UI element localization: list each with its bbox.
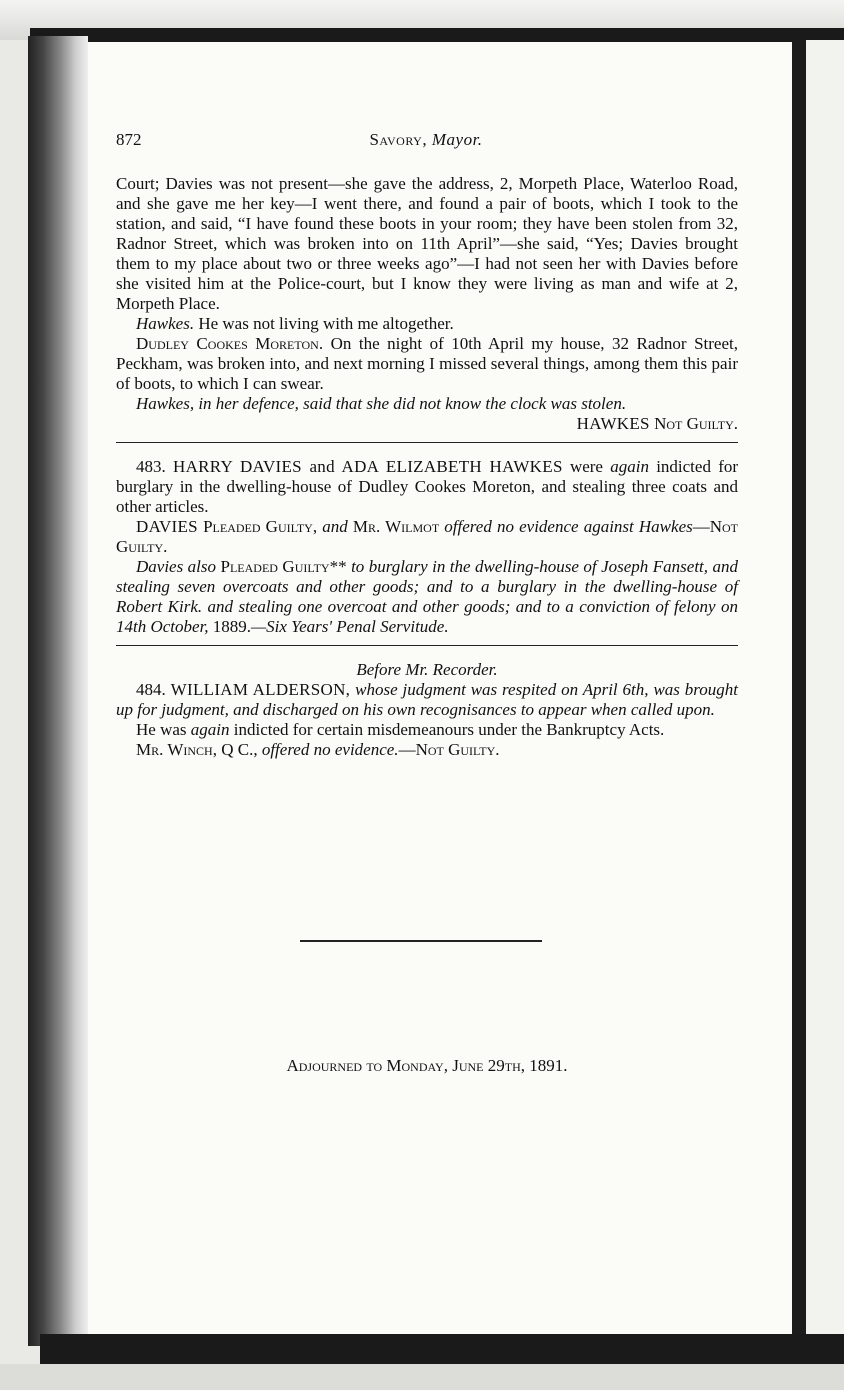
binding-gutter (28, 36, 88, 1346)
end-rule (300, 940, 542, 942)
binding-right-edge (792, 40, 806, 1340)
case-text: to burglary in the dwelling-house of Joseph Fansett, and stealing seven overcoats and other goods; and to a burglary in the dwelling-house of Robert Kirk. and stealing one overcoat and other goods; and to a conviction of felony on 14th October, (116, 557, 739, 636)
defendant-name: HAWKES (576, 414, 650, 433)
dash: — (692, 517, 710, 536)
paragraph-testimony: Court; Davies was not present—she gave the address, 2, Morpeth Place, Waterloo Road, and she gave me her key—I went there, and found a pair of boots, which I took to the station, and said, “I have found these boots in your room; they have been stolen from 32, Radnor Street, which was broken into on 11th April”—she said, “Yes; Davies brought them to my place about two or three weeks ago”—I had not seen her with Davies before she visited him at the Police-court, but I know they were living as man and wife at 2, Morpeth Place. (116, 174, 738, 313)
dash: — (398, 740, 416, 759)
section-divider (116, 645, 738, 646)
case-text: indicted for burglary in the dwelling-house of Dudley Cookes Moreton, and stealing three coats and other articles. (116, 457, 739, 516)
counsel-title: Q C., (216, 740, 262, 759)
statement-text: On the night of 10th April my house, 32 Radnor Street, Peckham, was broken into, and next morning I missed several things, among them this pair of boots, to which I can swear. (116, 334, 738, 393)
defendant-name: WILLIAM ALDERSON, (170, 680, 351, 699)
case-text: indicted for certain misdemeanours under the Bankruptcy Acts. (229, 720, 665, 739)
running-head-title: Mayor. (431, 130, 483, 149)
verdict-text: Not Guilty. (654, 414, 738, 433)
verdict-text: Not Guilty. (116, 517, 739, 556)
statement-text: He was not living with me altogether. (194, 314, 454, 333)
sentence: —Six Years' Penal Servitude. (251, 617, 449, 636)
verdict-text: Not Guilty. (415, 740, 500, 759)
verdict-line (116, 414, 738, 434)
case-text: whose judgment was respited on April 6th, was brought up for judgment, and discharged on his own recognisances to appear when called upon. (116, 680, 739, 719)
case-text: Davies also (136, 557, 221, 576)
section-divider (116, 442, 738, 443)
year: 1889. (212, 617, 252, 636)
running-head (116, 130, 736, 150)
offered-text: offered no evidence against Hawkes (439, 517, 693, 536)
case-484-verdict (116, 740, 738, 760)
running-head-name: Savory, (369, 130, 428, 149)
adjournment-notice: Adjourned to Monday, June 29th, 1891. (286, 1056, 568, 1075)
paragraph-hawkes-statement (116, 314, 738, 334)
defendant-name: DAVIES (136, 517, 198, 536)
emphasis: again (610, 457, 649, 476)
counsel-name: Mr. Wilmot (352, 517, 440, 536)
case-483-plea (116, 517, 738, 557)
plea-text: Pleaded Guilty, (197, 517, 318, 536)
page-number: 872 (116, 130, 142, 149)
case-484-indictment (116, 720, 738, 740)
counsel-name: Mr. Winch, (136, 740, 217, 759)
paragraph-defence: Hawkes, in her defence, said that she did not know the clock was stolen. (136, 394, 627, 413)
defendants: HARRY DAVIES and ADA ELIZABETH HAWKES (173, 457, 563, 476)
paper-bottom-edge (0, 1364, 844, 1390)
emphasis: again (190, 720, 230, 739)
case-number: 483. (136, 457, 166, 476)
paper-right-strip (806, 40, 844, 1340)
case-text: were (562, 457, 611, 476)
case-483-additional-plea (116, 557, 738, 637)
offered-text: offered no evidence. (261, 740, 399, 759)
page-header (116, 130, 736, 154)
case-483-heading (116, 457, 738, 517)
page-body (116, 174, 738, 760)
case-number: 484. (136, 680, 166, 699)
speaker-label: Hawkes. (136, 314, 195, 333)
speaker-label: Dudley Cookes Moreton. (136, 334, 324, 353)
case-text: He was (136, 720, 191, 739)
plea-text: Pleaded Guilty** (220, 557, 347, 576)
paragraph-moreton-testimony (116, 334, 738, 394)
case-484-heading (116, 680, 738, 720)
conjunction: and (317, 517, 353, 536)
before-judge: Before Mr. Recorder. (356, 660, 498, 679)
binding-bottom (40, 1334, 844, 1364)
